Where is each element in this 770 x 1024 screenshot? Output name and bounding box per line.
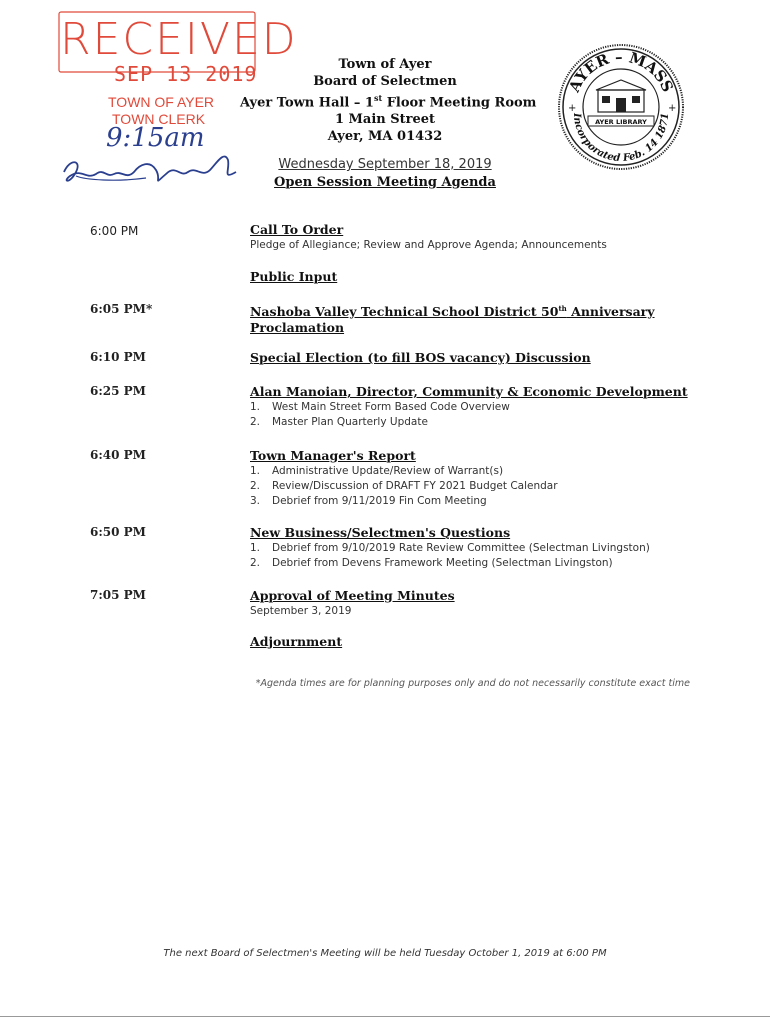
seal-star-right: + (668, 103, 677, 114)
agenda-item-title: Special Election (to fill BOS vacancy) Discussion (250, 350, 591, 365)
seal-center-label: AYER LIBRARY (595, 118, 647, 126)
seal-top-text: AYER – MASS (565, 47, 677, 95)
list-item: 2. Debrief from Devens Framework Meeting (Selectman Livingston) (250, 557, 613, 569)
seal-bottom-text: Incorporated Feb. 14 1871 (570, 112, 672, 165)
header-city: Ayer, MA 01432 (327, 129, 443, 145)
agenda-item-public-input (250, 269, 690, 285)
agenda-item-proclamation (250, 301, 690, 336)
agenda-item-special-election (250, 350, 690, 366)
agenda-time-8: 7:05 PM (90, 588, 146, 602)
agenda-subitems (250, 541, 690, 571)
stamp-date: SEP 13 2019 (114, 62, 258, 86)
handwritten-time: 9:15am (106, 123, 205, 153)
agenda-title: Open Session Meeting Agenda (274, 175, 496, 190)
agenda-item-town-manager-report (250, 448, 690, 509)
agenda-item-call-to-order (250, 222, 690, 253)
header-location: Ayer Town Hall – 1st Floor Meeting Room (240, 93, 537, 111)
agenda-item-title: Town Manager's Report (250, 448, 416, 463)
list-item: 2. Review/Discussion of DRAFT FY 2021 Budget Calendar (250, 480, 558, 492)
agenda-item-title: New Business/Selectmen's Questions (250, 525, 511, 540)
page-bottom-rule (0, 1016, 770, 1017)
header-board: Board of Selectmen (313, 74, 457, 89)
town-seal (556, 42, 686, 172)
agenda-time-6: 6:40 PM (90, 448, 146, 462)
list-item: 1. Debrief from 9/10/2019 Rate Review Committee (Selectman Livingston) (250, 542, 650, 554)
agenda-item-new-business (250, 525, 690, 571)
agenda-item-title: Nashoba Valley Technical School District 50th Anniversary (250, 304, 655, 320)
agenda-item-title: Call To Order (250, 222, 344, 237)
agenda-item-title: Adjournment (250, 634, 343, 649)
agenda-time-4: 6:10 PM (90, 350, 146, 364)
header-town: Town of Ayer (338, 57, 432, 72)
list-item: 1. Administrative Update/Review of Warrant(s) (250, 465, 504, 477)
agenda-time-1: 6:00 PM (90, 224, 139, 238)
list-item: 2. Master Plan Quarterly Update (250, 416, 428, 428)
agenda-item-title: Alan Manoian, Director, Community & Economic Development (250, 384, 688, 399)
stamp-received-label: RECEIVED (60, 14, 298, 65)
agenda-subitems (250, 464, 690, 509)
next-meeting-note: The next Board of Selectmen's Meeting will be held Tuesday October 1, 2019 at 6:00 PM (163, 948, 607, 959)
handwritten-signature (56, 120, 246, 200)
agenda-item-desc: Pledge of Allegiance; Review and Approve Agenda; Announcements (250, 239, 607, 251)
agenda-time-5: 6:25 PM (90, 384, 146, 398)
document-header (240, 56, 537, 145)
agenda-footnote: *Agenda times are for planning purposes only and do not necessarily constitute exact time (255, 678, 690, 689)
stamp-clerk: TOWN CLERK (112, 111, 206, 127)
agenda-item-desc: September 3, 2019 (250, 605, 352, 617)
agenda-item-title-line2: Proclamation (250, 320, 345, 336)
agenda-subitems (250, 400, 690, 430)
meeting-date: Wednesday September 18, 2019 (278, 157, 492, 172)
list-item: 1. West Main Street Form Based Code Overview (250, 401, 510, 413)
agenda-item-economic-development (250, 384, 690, 430)
agenda-item-title: Public Input (250, 269, 338, 284)
agenda-time-3: 6:05 PM* (90, 302, 153, 316)
agenda-item-approval-minutes (250, 588, 690, 619)
agenda-time-7: 6:50 PM (90, 525, 146, 539)
agenda-item-adjournment (250, 634, 690, 650)
seal-star-left: + (568, 103, 577, 114)
header-street: 1 Main Street (334, 112, 436, 128)
stamp-town: TOWN OF AYER (108, 94, 215, 110)
list-item: 3. Debrief from 9/11/2019 Fin Com Meeting (250, 495, 487, 507)
agenda-item-title: Approval of Meeting Minutes (250, 588, 455, 603)
